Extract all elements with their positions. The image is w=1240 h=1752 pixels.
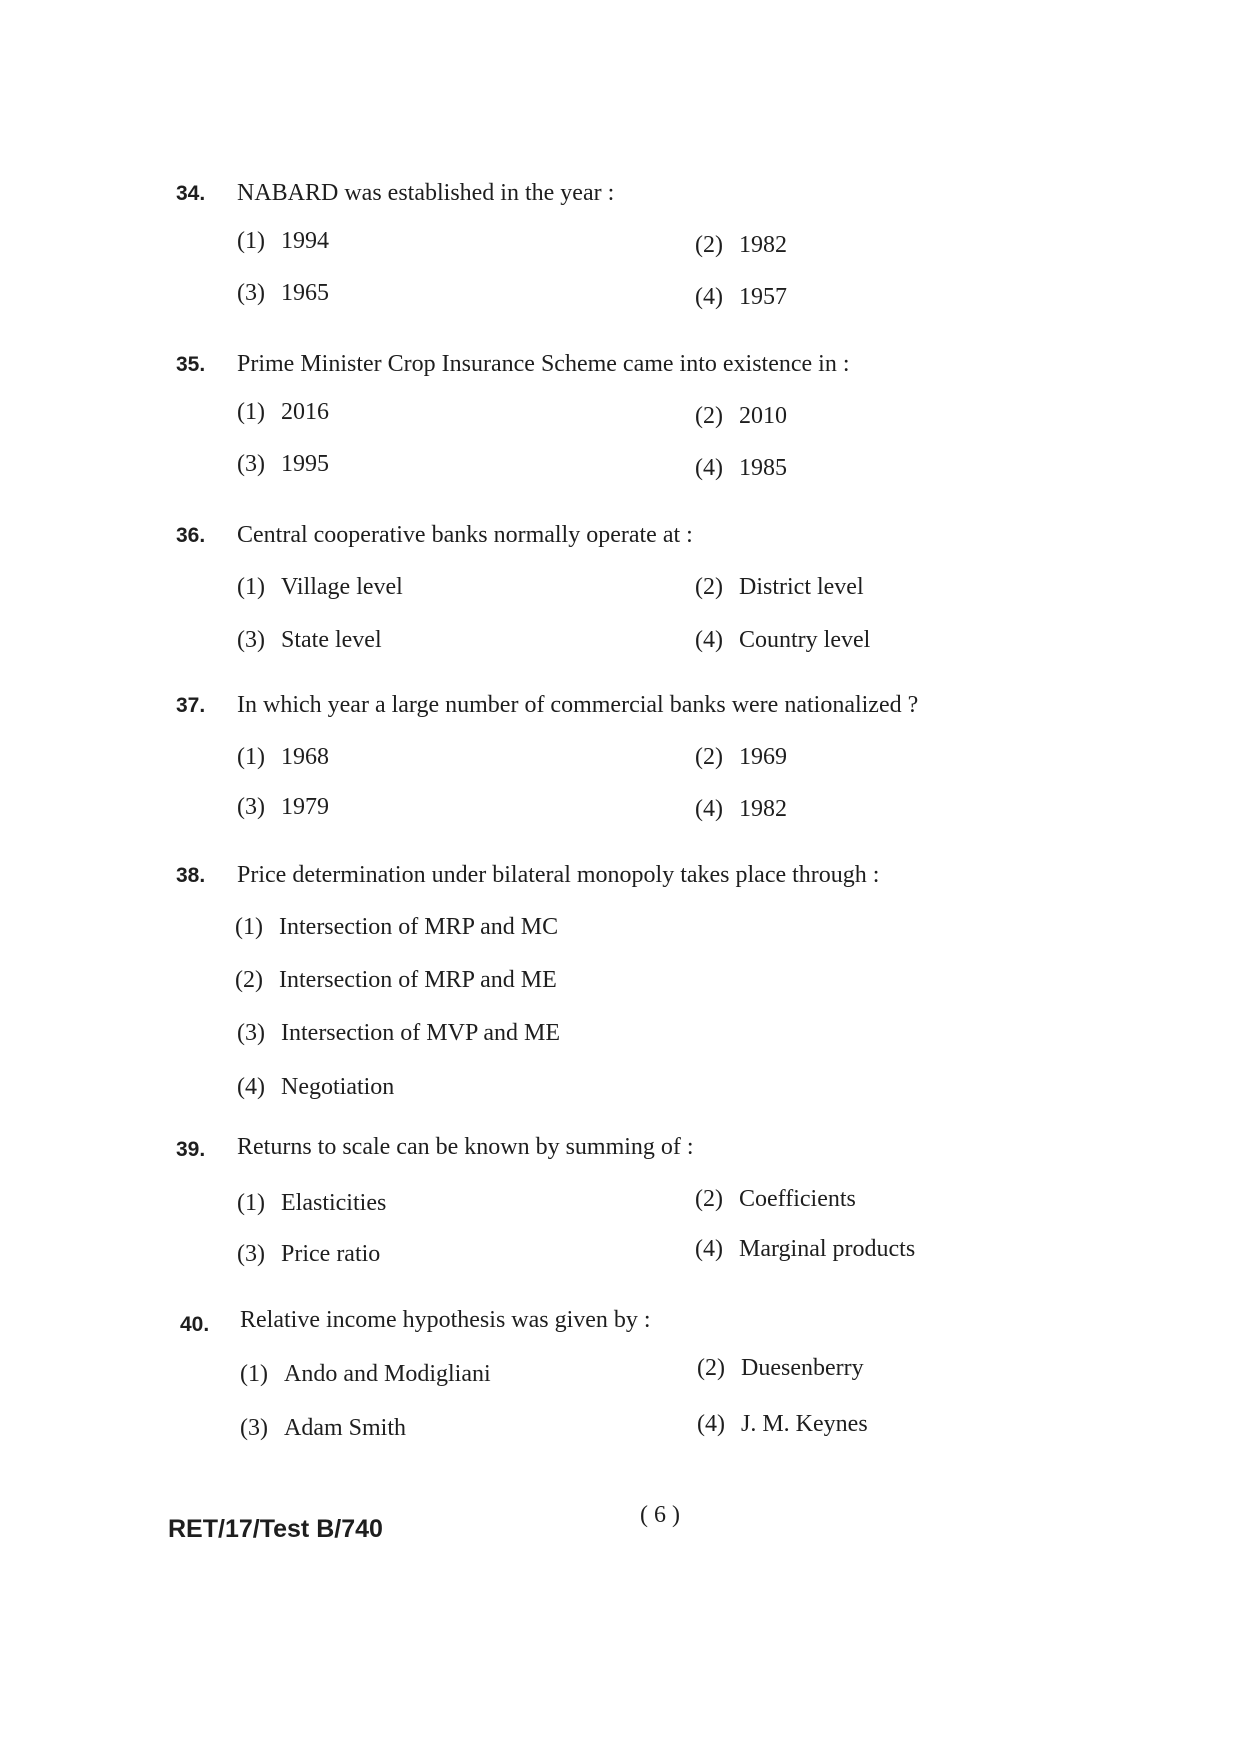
option-number: (3) xyxy=(237,794,265,820)
option-text: District level xyxy=(739,574,864,600)
option-3 xyxy=(240,1415,406,1442)
option-2 xyxy=(695,1186,856,1213)
question-number: 37. xyxy=(176,694,206,717)
option-number: (4) xyxy=(697,1411,725,1437)
option-text: Marginal products xyxy=(739,1236,916,1262)
option-4 xyxy=(695,796,787,823)
question-text: Prime Minister Crop Insurance Scheme came into existence in : xyxy=(237,351,850,377)
option-text: Country level xyxy=(739,627,871,653)
question-number: 35. xyxy=(176,353,206,376)
option-number: (4) xyxy=(695,284,723,310)
question-number: 38. xyxy=(176,864,206,887)
option-text: 1985 xyxy=(739,455,787,481)
option-number: (4) xyxy=(695,627,723,653)
question-text: Returns to scale can be known by summing of : xyxy=(237,1134,694,1160)
question-number: 34. xyxy=(176,182,206,205)
option-number: (2) xyxy=(695,574,723,600)
option-number: (2) xyxy=(695,232,723,258)
option-text: Intersection of MRP and MC xyxy=(279,914,559,940)
option-text: State level xyxy=(281,627,382,653)
option-text: Duesenberry xyxy=(741,1355,864,1381)
question-text: Relative income hypothesis was given by : xyxy=(240,1307,651,1333)
question-text: Central cooperative banks normally operate at : xyxy=(237,522,693,548)
option-text: 1968 xyxy=(281,744,329,770)
option-1 xyxy=(240,1361,491,1388)
option-2 xyxy=(697,1355,864,1382)
question-text: NABARD was established in the year : xyxy=(237,180,615,206)
option-text: Intersection of MVP and ME xyxy=(281,1020,561,1046)
option-1 xyxy=(235,914,558,941)
option-1 xyxy=(237,228,329,255)
option-number: (3) xyxy=(240,1415,268,1441)
option-text: Adam Smith xyxy=(284,1415,407,1441)
option-number: (1) xyxy=(237,574,265,600)
option-3 xyxy=(237,280,329,307)
option-number: (3) xyxy=(237,1020,265,1046)
option-4 xyxy=(695,1236,915,1263)
option-3 xyxy=(237,627,382,654)
option-3 xyxy=(237,1020,560,1047)
option-number: (4) xyxy=(695,1236,723,1262)
option-3 xyxy=(237,794,329,821)
option-number: (1) xyxy=(237,744,265,770)
option-text: Price ratio xyxy=(281,1241,381,1267)
option-text: Intersection of MRP and ME xyxy=(279,967,557,993)
option-number: (1) xyxy=(237,399,265,425)
option-4 xyxy=(695,455,787,482)
option-3 xyxy=(237,451,329,478)
option-4 xyxy=(697,1411,868,1438)
option-text: 1957 xyxy=(739,284,787,310)
option-2 xyxy=(695,574,864,601)
question-number: 36. xyxy=(176,524,206,547)
option-1 xyxy=(237,1190,386,1217)
option-2 xyxy=(695,232,787,259)
option-text: 1969 xyxy=(739,744,787,770)
option-number: (2) xyxy=(695,744,723,770)
option-number: (1) xyxy=(237,1190,265,1216)
option-3 xyxy=(237,1241,380,1268)
option-number: (3) xyxy=(237,280,265,306)
question-text: Price determination under bilateral monopoly takes place through : xyxy=(237,862,880,888)
option-4 xyxy=(237,1074,394,1101)
option-2 xyxy=(695,744,787,771)
option-number: (4) xyxy=(237,1074,265,1100)
option-text: J. M. Keynes xyxy=(741,1411,868,1437)
option-number: (2) xyxy=(695,403,723,429)
option-2 xyxy=(695,403,787,430)
option-text: 2016 xyxy=(281,399,329,425)
option-number: (1) xyxy=(235,914,263,940)
option-text: 1995 xyxy=(281,451,329,477)
option-number: (4) xyxy=(695,455,723,481)
option-text: Negotiation xyxy=(281,1074,395,1100)
option-number: (1) xyxy=(240,1361,268,1387)
option-1 xyxy=(237,574,403,601)
option-text: 1982 xyxy=(739,232,787,258)
option-text: Elasticities xyxy=(281,1190,387,1216)
option-text: 1979 xyxy=(281,794,329,820)
question-text: In which year a large number of commercial banks were nationalized ? xyxy=(237,692,919,718)
option-number: (3) xyxy=(237,1241,265,1267)
option-text: 1965 xyxy=(281,280,329,306)
option-text: 1994 xyxy=(281,228,329,254)
option-number: (2) xyxy=(235,967,263,993)
option-1 xyxy=(237,399,329,426)
option-number: (3) xyxy=(237,627,265,653)
option-text: 2010 xyxy=(739,403,787,429)
option-number: (4) xyxy=(695,796,723,822)
question-number: 40. xyxy=(180,1313,210,1336)
option-number: (3) xyxy=(237,451,265,477)
option-4 xyxy=(695,627,870,654)
question-number: 39. xyxy=(176,1138,206,1161)
option-number: (1) xyxy=(237,228,265,254)
option-1 xyxy=(237,744,329,771)
option-text: Ando and Modigliani xyxy=(284,1361,491,1387)
option-text: 1982 xyxy=(739,796,787,822)
page-number: ( 6 ) xyxy=(640,1502,680,1528)
option-4 xyxy=(695,284,787,311)
option-number: (2) xyxy=(697,1355,725,1381)
option-2 xyxy=(235,967,557,994)
option-number: (2) xyxy=(695,1186,723,1212)
option-text: Village level xyxy=(281,574,403,600)
test-code: RET/17/Test B/740 xyxy=(168,1515,383,1543)
option-text: Coefficients xyxy=(739,1186,856,1212)
